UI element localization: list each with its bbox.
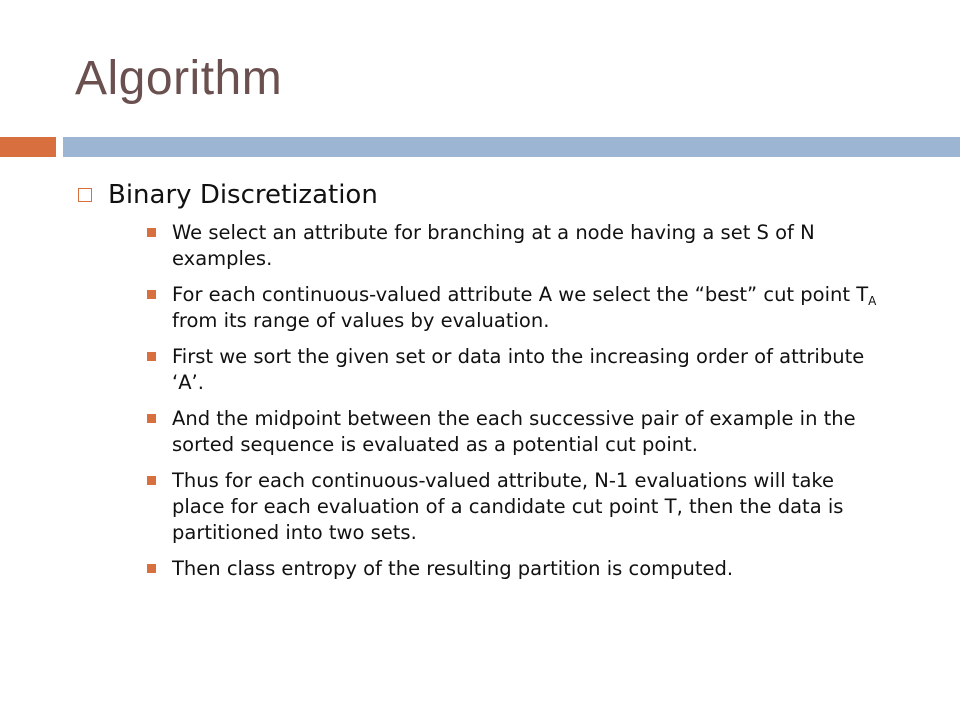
list-item bbox=[147, 344, 890, 396]
bullet-text: Thus for each continuous-valued attribute, N-1 evaluations will take place for each evaluation of a candidate cut point T, then the data is partitioned into two sets. bbox=[172, 469, 844, 544]
bullet-list bbox=[78, 220, 928, 582]
slide-content bbox=[78, 172, 928, 592]
hollow-square-bullet-icon bbox=[78, 188, 92, 202]
bullet-text: Then class entropy of the resulting partition is computed. bbox=[172, 557, 734, 580]
bullet-text: First we sort the given set or data into the increasing order of attribute ‘A’. bbox=[172, 345, 865, 394]
slide-title: Algorithm bbox=[75, 52, 283, 105]
bullet-text: For each continuous-valued attribute A we select the “best” cut point $T_A$ from its range of values by evaluation. bbox=[172, 283, 877, 332]
list-item bbox=[147, 406, 890, 458]
square-bullet-icon bbox=[147, 414, 156, 423]
square-bullet-icon bbox=[147, 476, 156, 485]
square-bullet-icon bbox=[147, 228, 156, 237]
level1-item bbox=[78, 172, 928, 218]
bullet-text: And the midpoint between the each successive pair of example in the sorted sequence is evaluated as a potential cut point. bbox=[172, 407, 856, 456]
bullet-text: We select an attribute for branching at a node having a set S of N examples. bbox=[172, 221, 815, 270]
list-item bbox=[147, 556, 890, 582]
list-item bbox=[147, 468, 890, 546]
square-bullet-icon bbox=[147, 352, 156, 361]
section-heading: Binary Discretization bbox=[108, 180, 378, 210]
accent-bar-blue bbox=[63, 137, 960, 157]
accent-bar-orange bbox=[0, 137, 56, 157]
square-bullet-icon bbox=[147, 564, 156, 573]
list-item bbox=[147, 220, 890, 272]
square-bullet-icon bbox=[147, 290, 156, 299]
list-item bbox=[147, 282, 890, 334]
subscript: A bbox=[868, 294, 877, 308]
